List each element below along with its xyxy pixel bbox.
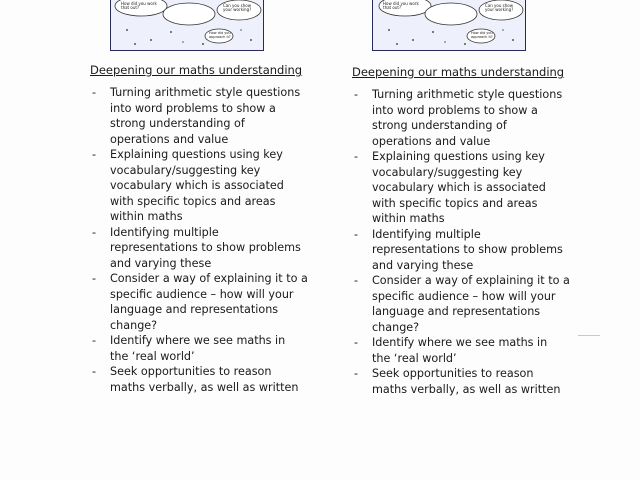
list-item: - Identifying multiple representations to show problems and varying these: [92, 225, 301, 270]
list-item: - Seek opportunities to reason maths verbally, as well as written: [92, 365, 299, 394]
right-panel: [352, 0, 612, 397]
speech-text: How did you work that out?: [383, 1, 419, 10]
list-item: - Explaining questions using key vocabulary/suggesting key vocabulary which is associated with specific topics and areas within maths: [354, 150, 546, 225]
cloud-illustration: [110, 0, 264, 51]
section-heading: Deepening our maths understanding: [352, 65, 565, 79]
bullet-list: [90, 85, 350, 395]
divider: [578, 335, 600, 336]
list-item: - Turning arithmetic style questions into word problems to show a strong understanding of operations and value: [354, 88, 563, 148]
speech-text: How did you work that out?: [121, 1, 157, 10]
section-heading: Deepening our maths understanding: [90, 63, 303, 77]
list-item: - Consider a way of explaining it to a specific audience – how will your language and representations change?: [354, 274, 570, 334]
list-item: - Consider a way of explaining it to a specific audience – how will your language and representations change?: [92, 272, 308, 332]
speech-text: Can you show your working?: [223, 3, 252, 12]
speech-text: How did you approach it?: [471, 31, 493, 39]
cloud-illustration: [372, 0, 526, 51]
bullet-list: [352, 87, 612, 397]
speech-text: How did you approach it?: [209, 31, 231, 39]
left-panel: [90, 0, 350, 395]
list-item: - Identifying multiple representations to show problems and varying these: [354, 227, 563, 272]
list-item: - Explaining questions using key vocabulary/suggesting key vocabulary which is associated with specific topics and areas within maths: [92, 148, 284, 223]
list-item: - Seek opportunities to reason maths verbally, as well as written: [354, 367, 561, 396]
list-item: - Turning arithmetic style questions into word problems to show a strong understanding of operations and value: [92, 86, 301, 146]
list-item: - Identify where we see maths in the ‘real world’: [354, 336, 548, 365]
list-item: - Identify where we see maths in the ‘real world’: [92, 334, 286, 363]
speech-text: Can you show your working?: [485, 3, 514, 12]
